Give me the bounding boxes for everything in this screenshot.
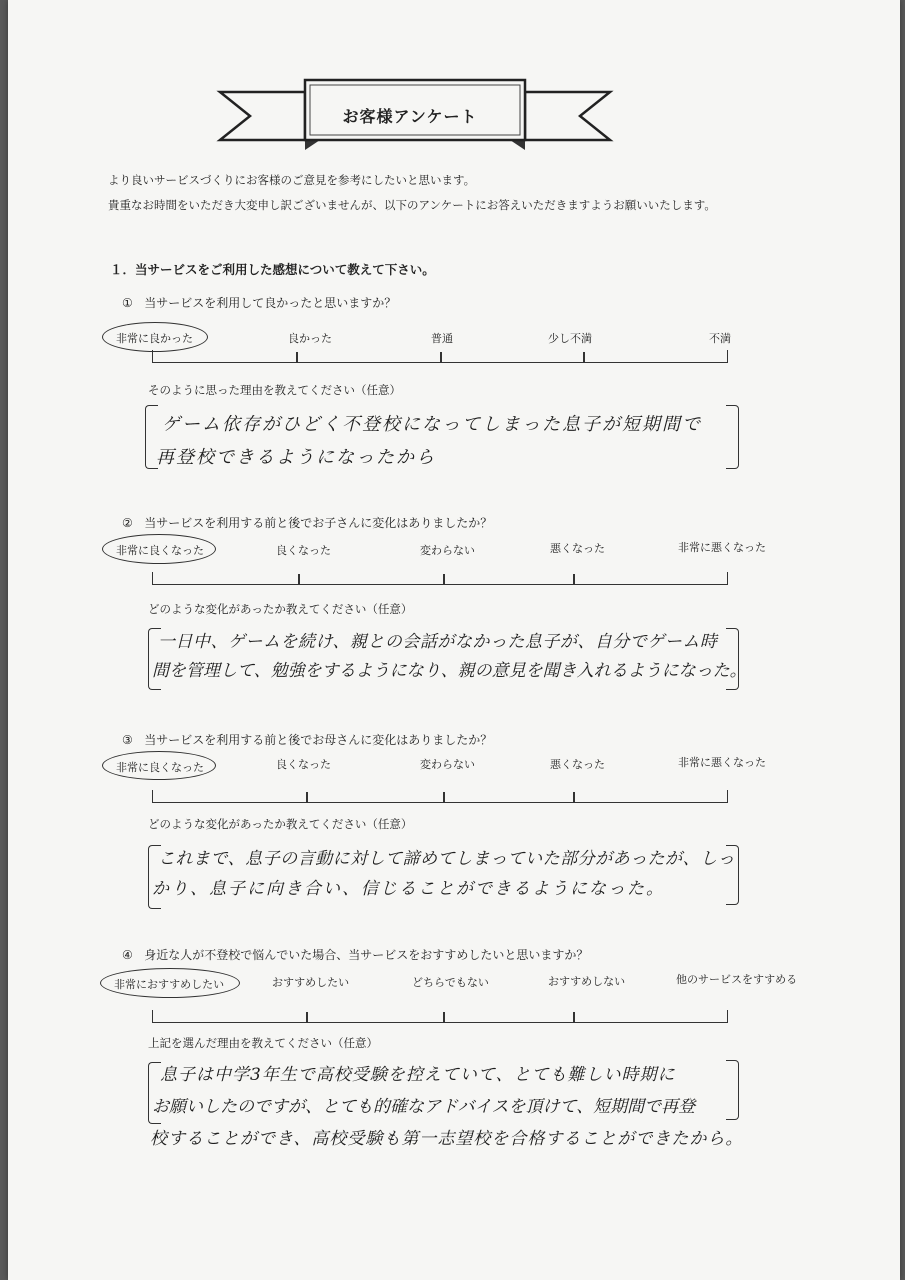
question-text: 当サービスを利用する前と後でお母さんに変化はありましたか？: [144, 733, 493, 747]
handwritten-answer-line: 一日中、ゲームを続け、親との会話がなかった息子が、自分でゲーム時: [158, 632, 718, 652]
option-no-change[interactable]: 変わらない: [420, 758, 475, 771]
handwritten-answer-line: 息子は中学3年生で高校受験を控えていて、とても難しい時期に: [160, 1065, 676, 1085]
selection-circle: [102, 751, 216, 780]
option-worse[interactable]: 悪くなった: [550, 758, 605, 771]
handwritten-answer-line: 再登校できるようになったから: [156, 447, 436, 468]
rating-scale: [152, 572, 728, 585]
option-neutral[interactable]: どちらでもない: [412, 976, 489, 989]
rating-scale: [152, 790, 728, 803]
question-text: 当サービスを利用する前と後でお子さんに変化はありましたか？: [144, 516, 493, 530]
section-heading: １．当サービスをご利用した感想について教えて下さい。: [110, 262, 435, 277]
reason-label: 上記を選んだ理由を教えてください（任意）: [148, 1036, 378, 1050]
question-number: ②: [122, 516, 133, 530]
option-good[interactable]: 良くなった: [276, 544, 331, 557]
question-text: 当サービスを利用して良かったと思いますか？: [144, 296, 397, 310]
question-number: ④: [122, 948, 133, 962]
selection-circle: [100, 968, 240, 998]
question-text: 身近な人が不登校で悩んでいた場合、当サービスをおすすめしたいと思いますか？: [144, 948, 589, 962]
handwritten-answer-line: かり、息子に向き合い、信じることができるようになった。: [152, 879, 665, 899]
option-normal[interactable]: 普通: [431, 332, 453, 345]
handwritten-answer-line: ゲーム依存がひどく不登校になってしまった息子が短期間で: [162, 414, 702, 435]
rating-scale: [152, 350, 728, 363]
option-dissatisfied[interactable]: 不満: [709, 332, 731, 345]
option-very-good[interactable]: 非常に良くなった: [116, 761, 204, 774]
question-number: ①: [122, 296, 133, 310]
reason-label: どのような変化があったか教えてください（任意）: [148, 602, 413, 616]
reason-label: どのような変化があったか教えてください（任意）: [148, 817, 413, 831]
option-slightly-dissatisfied[interactable]: 少し不満: [548, 332, 592, 345]
handwritten-answer-line: 校することができ、高校受験も第一志望校を合格することができたから。: [150, 1129, 744, 1149]
question-3: [122, 731, 492, 748]
selection-circle: [102, 322, 208, 352]
option-no-change[interactable]: 変わらない: [420, 544, 475, 557]
option-recommend[interactable]: おすすめしたい: [272, 976, 350, 989]
answer-bracket-right: [726, 1060, 739, 1120]
rating-scale: [152, 1010, 728, 1023]
handwritten-answer-line: これまで、息子の言動に対して諦めてしまっていた部分があったが、しっ: [158, 849, 735, 869]
selection-circle: [102, 534, 216, 564]
handwritten-answer-line: 間を管理して、勉強をするようになり、親の意見を聞き入れるようになった。: [152, 661, 747, 681]
question-1: [122, 294, 396, 311]
option-not-recommend[interactable]: おすすめしない: [548, 975, 626, 988]
question-number: ③: [122, 733, 133, 747]
reason-label: そのように思った理由を教えてください（任意）: [148, 383, 401, 397]
answer-bracket-right: [726, 405, 739, 469]
option-other-service[interactable]: 他のサービスをすすめる: [676, 973, 798, 986]
option-worse[interactable]: 悪くなった: [550, 542, 605, 555]
option-good[interactable]: 良かった: [288, 332, 332, 345]
option-much-worse[interactable]: 非常に悪くなった: [678, 541, 766, 554]
question-4: [122, 946, 588, 963]
option-very-good[interactable]: 非常に良くなった: [116, 544, 204, 557]
question-2: [122, 514, 492, 531]
page-title: お客様アンケート: [342, 107, 478, 126]
option-very-good[interactable]: 非常に良かった: [116, 332, 193, 345]
intro-line-2: 貴重なお時間をいただき大変申し訳ございませんが、以下のアンケートにお答えいただきますようお願いいたします。: [108, 198, 716, 212]
option-much-worse[interactable]: 非常に悪くなった: [678, 756, 766, 769]
handwritten-answer-line: お願いしたのですが、とても的確なアドバイスを頂けて、短期間で再登: [152, 1097, 696, 1117]
option-strongly-recommend[interactable]: 非常におすすめしたい: [114, 978, 225, 991]
option-good[interactable]: 良くなった: [276, 758, 331, 771]
intro-line-1: より良いサービスづくりにお客様のご意見を参考にしたいと思います。: [108, 173, 476, 187]
